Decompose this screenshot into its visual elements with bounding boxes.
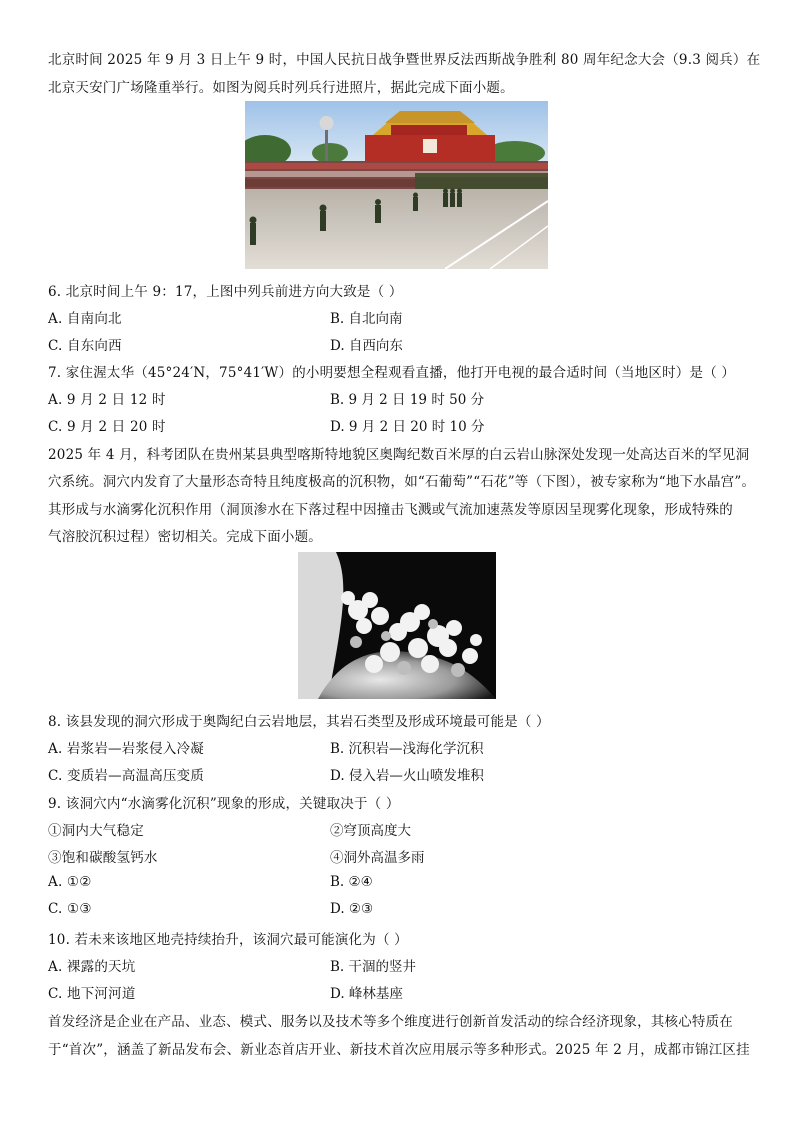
q10-option-a[interactable]: A. 裸露的天坑 — [48, 959, 136, 975]
intro3-line1: 首发经济是企业在产品、业态、模式、服务以及技术等多个维度进行创新首发活动的综合经济现象，其核心特质在 — [48, 1014, 733, 1030]
intro2-line2: 穴系统。洞穴内发育了大量形态奇特且纯度极高的沉积物，如“石葡萄”“石花”等（下图），被专家称为“地下水晶宫”。 — [48, 474, 756, 490]
q10-option-b[interactable]: B. 干涸的竖井 — [330, 959, 417, 975]
q8-stem: 8. 该县发现的洞穴形成于奥陶纪白云岩地层，其岩石类型及形成环境最可能是（ ） — [48, 714, 550, 730]
cave-crystal-photo — [298, 552, 496, 699]
q6-option-d[interactable]: D. 自西向东 — [330, 338, 403, 354]
q7-option-a[interactable]: A. 9 月 2 日 12 时 — [48, 392, 166, 408]
intro1-line1: 北京时间 2025 年 9 月 3 日上午 9 时，中国人民抗日战争暨世界反法西斯战争胜利 80 周年纪念大会（9.3 阅兵）在 — [48, 52, 761, 68]
q9-item-2: ②穹顶高度大 — [330, 823, 411, 839]
q8-option-a[interactable]: A. 岩浆岩—岩浆侵入冷凝 — [48, 741, 204, 757]
q10-option-d[interactable]: D. 峰林基座 — [330, 986, 403, 1002]
q7-stem: 7. 家住渥太华（45°24′N，75°41′W）的小明要想全程观看直播，他打开电视的最合适时间（当地区时）是（ ） — [48, 365, 736, 381]
q6-option-c[interactable]: C. 自东向西 — [48, 338, 122, 354]
intro2-line1: 2025 年 4 月，科考团队在贵州某县典型喀斯特地貌区奥陶纪数百米厚的白云岩山脉深处发现一处高达百米的罕见洞 — [48, 447, 750, 463]
q9-option-a[interactable]: A. ①② — [48, 874, 92, 890]
intro2-line3: 其形成与水滴雾化沉积作用（洞顶渗水在下落过程中因撞击飞溅或气流加速蒸发等原因呈现雾化现象，形成特殊的 — [48, 502, 733, 518]
q9-item-1: ①洞内大气稳定 — [48, 823, 144, 839]
intro3-line2: 于“首次”，涵盖了新品发布会、新业态首店开业、新技术首次应用展示等多种形式。2025 年 2 月，成都市锦江区挂 — [48, 1042, 750, 1058]
q6-option-b[interactable]: B. 自北向南 — [330, 311, 403, 327]
q9-option-d[interactable]: D. ②③ — [330, 901, 374, 917]
q7-option-d[interactable]: D. 9 月 2 日 20 时 10 分 — [330, 419, 485, 435]
q8-option-c[interactable]: C. 变质岩—高温高压变质 — [48, 768, 205, 784]
q9-item-3: ③饱和碳酸氢钙水 — [48, 850, 158, 866]
q10-stem: 10. 若未来该地区地壳持续抬升，该洞穴最可能演化为（ ） — [48, 932, 408, 948]
q8-option-b[interactable]: B. 沉积岩—浅海化学沉积 — [330, 741, 484, 757]
q7-option-c[interactable]: C. 9 月 2 日 20 时 — [48, 419, 166, 435]
intro2-line4: 气溶胶沉积过程）密切相关。完成下面小题。 — [48, 529, 322, 545]
intro1-line2: 北京天安门广场隆重举行。如图为阅兵时列兵行进照片，据此完成下面小题。 — [48, 80, 514, 96]
q9-item-4: ④洞外高温多雨 — [330, 850, 425, 866]
q10-option-c[interactable]: C. 地下河河道 — [48, 986, 136, 1002]
q9-stem: 9. 该洞穴内“水滴雾化沉积”现象的形成，关键取决于（ ） — [48, 796, 400, 812]
parade-photo — [245, 101, 548, 269]
q6-option-a[interactable]: A. 自南向北 — [48, 311, 122, 327]
q7-option-b[interactable]: B. 9 月 2 日 19 时 50 分 — [330, 392, 485, 408]
q9-option-b[interactable]: B. ②④ — [330, 874, 373, 890]
q6-stem: 6. 北京时间上午 9：17，上图中列兵前进方向大致是（ ） — [48, 284, 403, 300]
q9-option-c[interactable]: C. ①③ — [48, 901, 92, 917]
q8-option-d[interactable]: D. 侵入岩—火山喷发堆积 — [330, 768, 484, 784]
